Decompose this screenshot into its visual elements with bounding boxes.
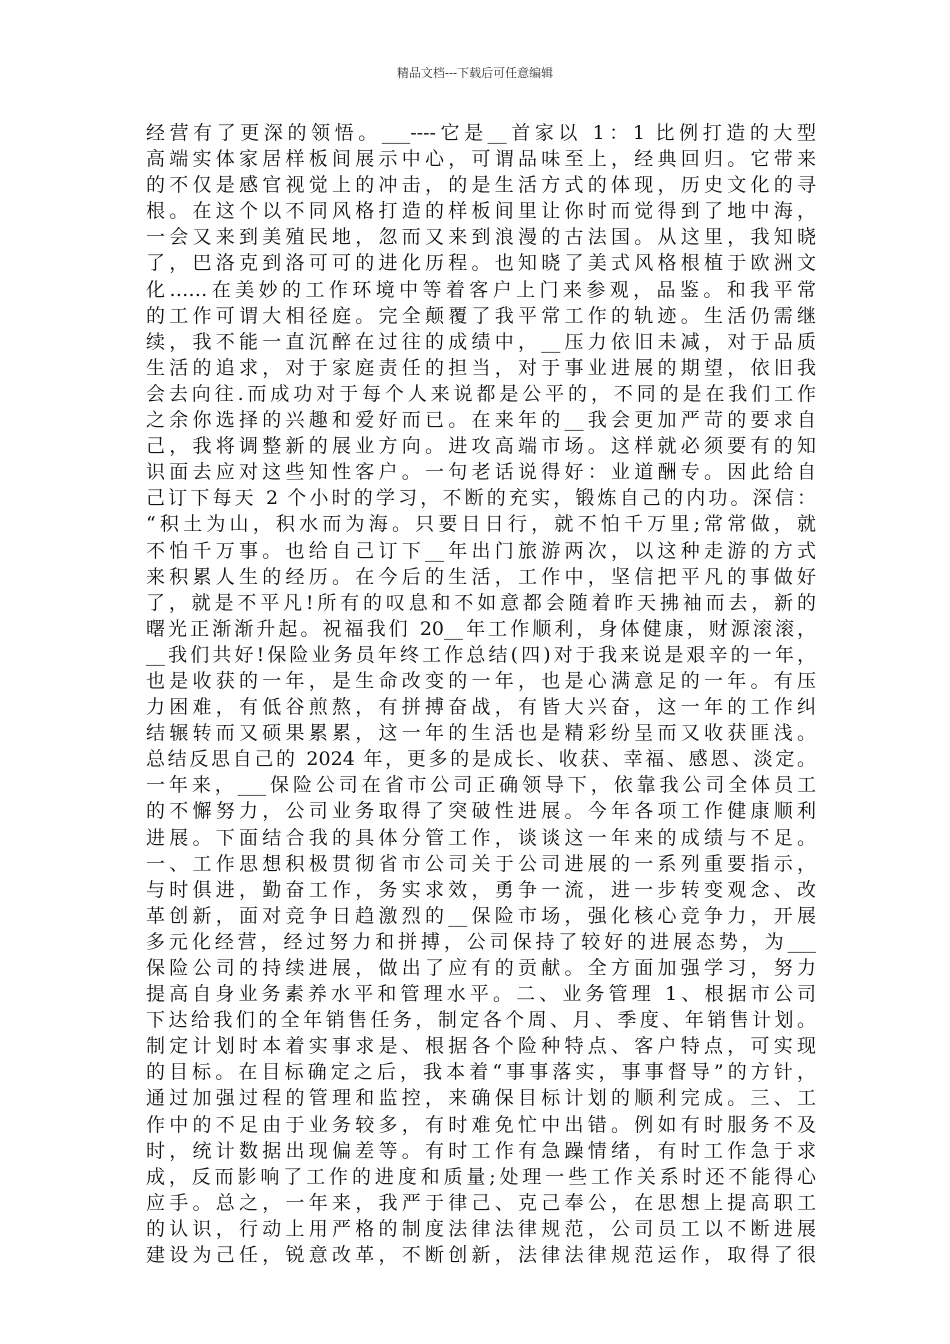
text-line: 之余你选择的兴趣和爱好而已。在来年的__我会更加严苛的要求自	[146, 409, 816, 432]
text-line: 应手。总之，一年来，我严于律己、克己奉公，在思想上提高职工	[146, 1191, 816, 1214]
text-line: 的目标。在目标确定之后，我本着“事事落实，事事督导”的方针，	[146, 1061, 816, 1084]
text-line: 经营有了更深的领悟。___----它是__首家以 1：1 比例打造的大型	[146, 122, 816, 144]
text-line: 与时俱进，勤奋工作，务实求效，勇争一流，进一步转变观念、改	[146, 878, 816, 901]
text-line: 根。在这个以不同风格打造的样板间里让你时而觉得到了地中海，	[146, 200, 816, 223]
text-line: 提高自身业务素养水平和管理水平。二、业务管理 1、根据市公司	[146, 983, 816, 1006]
text-line: 了，巴洛克到洛可可的进化历程。也知晓了美式风格根植于欧洲文	[146, 252, 816, 275]
text-line: 一会又来到美殖民地，忽而又来到浪漫的古法国。从这里，我知晓	[146, 226, 816, 249]
text-line: 曙光正渐渐升起。祝福我们 20__年工作顺利，身体健康，财源滚滚，	[146, 617, 816, 640]
text-line: 建设为己任，锐意改革，不断创新，法律法律规范运作，取得了很	[146, 1244, 816, 1267]
text-line: 时，统计数据出现偏差等。有时工作有急躁情绪，有时工作急于求	[146, 1139, 816, 1162]
text-line: 革创新，面对竞争日趋激烈的__保险市场，强化核心竞争力，开展	[146, 904, 816, 927]
page-header: 精品文档---下载后可任意编辑	[396, 66, 554, 80]
text-line: 保险公司的持续进展，做出了应有的贡献。全方面加强学习，努力	[146, 957, 816, 979]
text-line: 的工作可谓大相径庭。完全颠覆了我平常工作的轨迹。生活仍需继	[146, 304, 816, 327]
text-line: 一年来，___保险公司在省市公司正确领导下，依靠我公司全体员工	[146, 774, 816, 797]
text-line: 己，我将调整新的展业方向。进攻高端市场。这样就必须要有的知	[146, 435, 816, 458]
text-line: 续，我不能一直沉醉在过往的成绩中，__压力依旧未减，对于品质	[146, 330, 816, 353]
text-line: 来积累人生的经历。在今后的生活，工作中，坚信把平凡的事做好	[146, 565, 816, 588]
text-line: 化……在美妙的工作环境中等着客户上门来参观，品鉴。和我平常	[146, 278, 816, 301]
text-line: 会去向往.而成功对于每个人来说都是公平的，不同的是在我们工作	[146, 382, 816, 405]
text-line: 多元化经营，经过努力和拼搏，公司保持了较好的进展态势，为___	[146, 930, 816, 953]
text-line: 生活的追求，对于家庭责任的担当，对于事业进展的期望，依旧我	[146, 356, 816, 379]
text-line: 作中的不足由于业务较多，有时难免忙中出错。例如有时服务不及	[146, 1113, 816, 1136]
text-line: 制定计划时本着实事求是、根据各个险种特点、客户特点，可实现	[146, 1035, 816, 1058]
text-line: 成，反而影响了工作的进度和质量;处理一些工作关系时还不能得心	[146, 1165, 816, 1188]
text-line: 识面去应对这些知性客户。一句老话说得好：业道酬专。因此给自	[146, 461, 816, 484]
text-line: “积土为山，积水而为海。只要日日行，就不怕千万里;常常做，就	[146, 513, 816, 536]
text-line: 通过加强过程的管理和监控，来确保目标计划的顺利完成。三、工	[146, 1087, 816, 1110]
text-line: __我们共好!保险业务员年终工作总结(四)对于我来说是艰辛的一年，	[146, 643, 816, 666]
body-text	[146, 120, 816, 1268]
text-line: 了，就是不平凡!所有的叹息和不如意都会随着昨天拂袖而去，新的	[146, 591, 816, 614]
text-line: 进展。下面结合我的具体分管工作，谈谈这一年来的成绩与不足。	[146, 826, 816, 849]
text-line: 总结反思自己的 2024 年，更多的是成长、收获、幸福、感恩、淡定。	[146, 748, 816, 771]
text-line: 也是收获的一年，是生命改变的一年，也是心满意足的一年。有压	[146, 669, 816, 692]
text-line: 的不懈努力，公司业务取得了突破性进展。今年各项工作健康顺利	[146, 800, 816, 823]
text-line: 不怕千万事。也给自己订下__年出门旅游两次，以这种走游的方式	[146, 539, 816, 562]
text-line: 力困难，有低谷煎熬，有拼搏奋战，有皆大兴奋，这一年的工作纠	[146, 696, 816, 719]
text-line: 己订下每天 2 个小时的学习，不断的充实，锻炼自己的内功。深信：	[146, 487, 816, 510]
text-line: 下达给我们的全年销售任务，制定各个周、月、季度、年销售计划。	[146, 1009, 816, 1032]
text-line: 结辗转而又硕果累累，这一年的生活也是精彩纷呈而又收获匪浅。	[146, 722, 816, 745]
text-line: 一、工作思想积极贯彻省市公司关于公司进展的一系列重要指示，	[146, 852, 816, 875]
text-line: 高端实体家居样板间展示中心，可谓品味至上，经典回归。它带来	[146, 148, 816, 171]
text-line: 的认识，行动上用严格的制度法律法律规范，公司员工以不断进展	[146, 1217, 816, 1240]
text-line: 的不仅是感官视觉上的冲击，的是生活方式的体现，历史文化的寻	[146, 174, 816, 197]
